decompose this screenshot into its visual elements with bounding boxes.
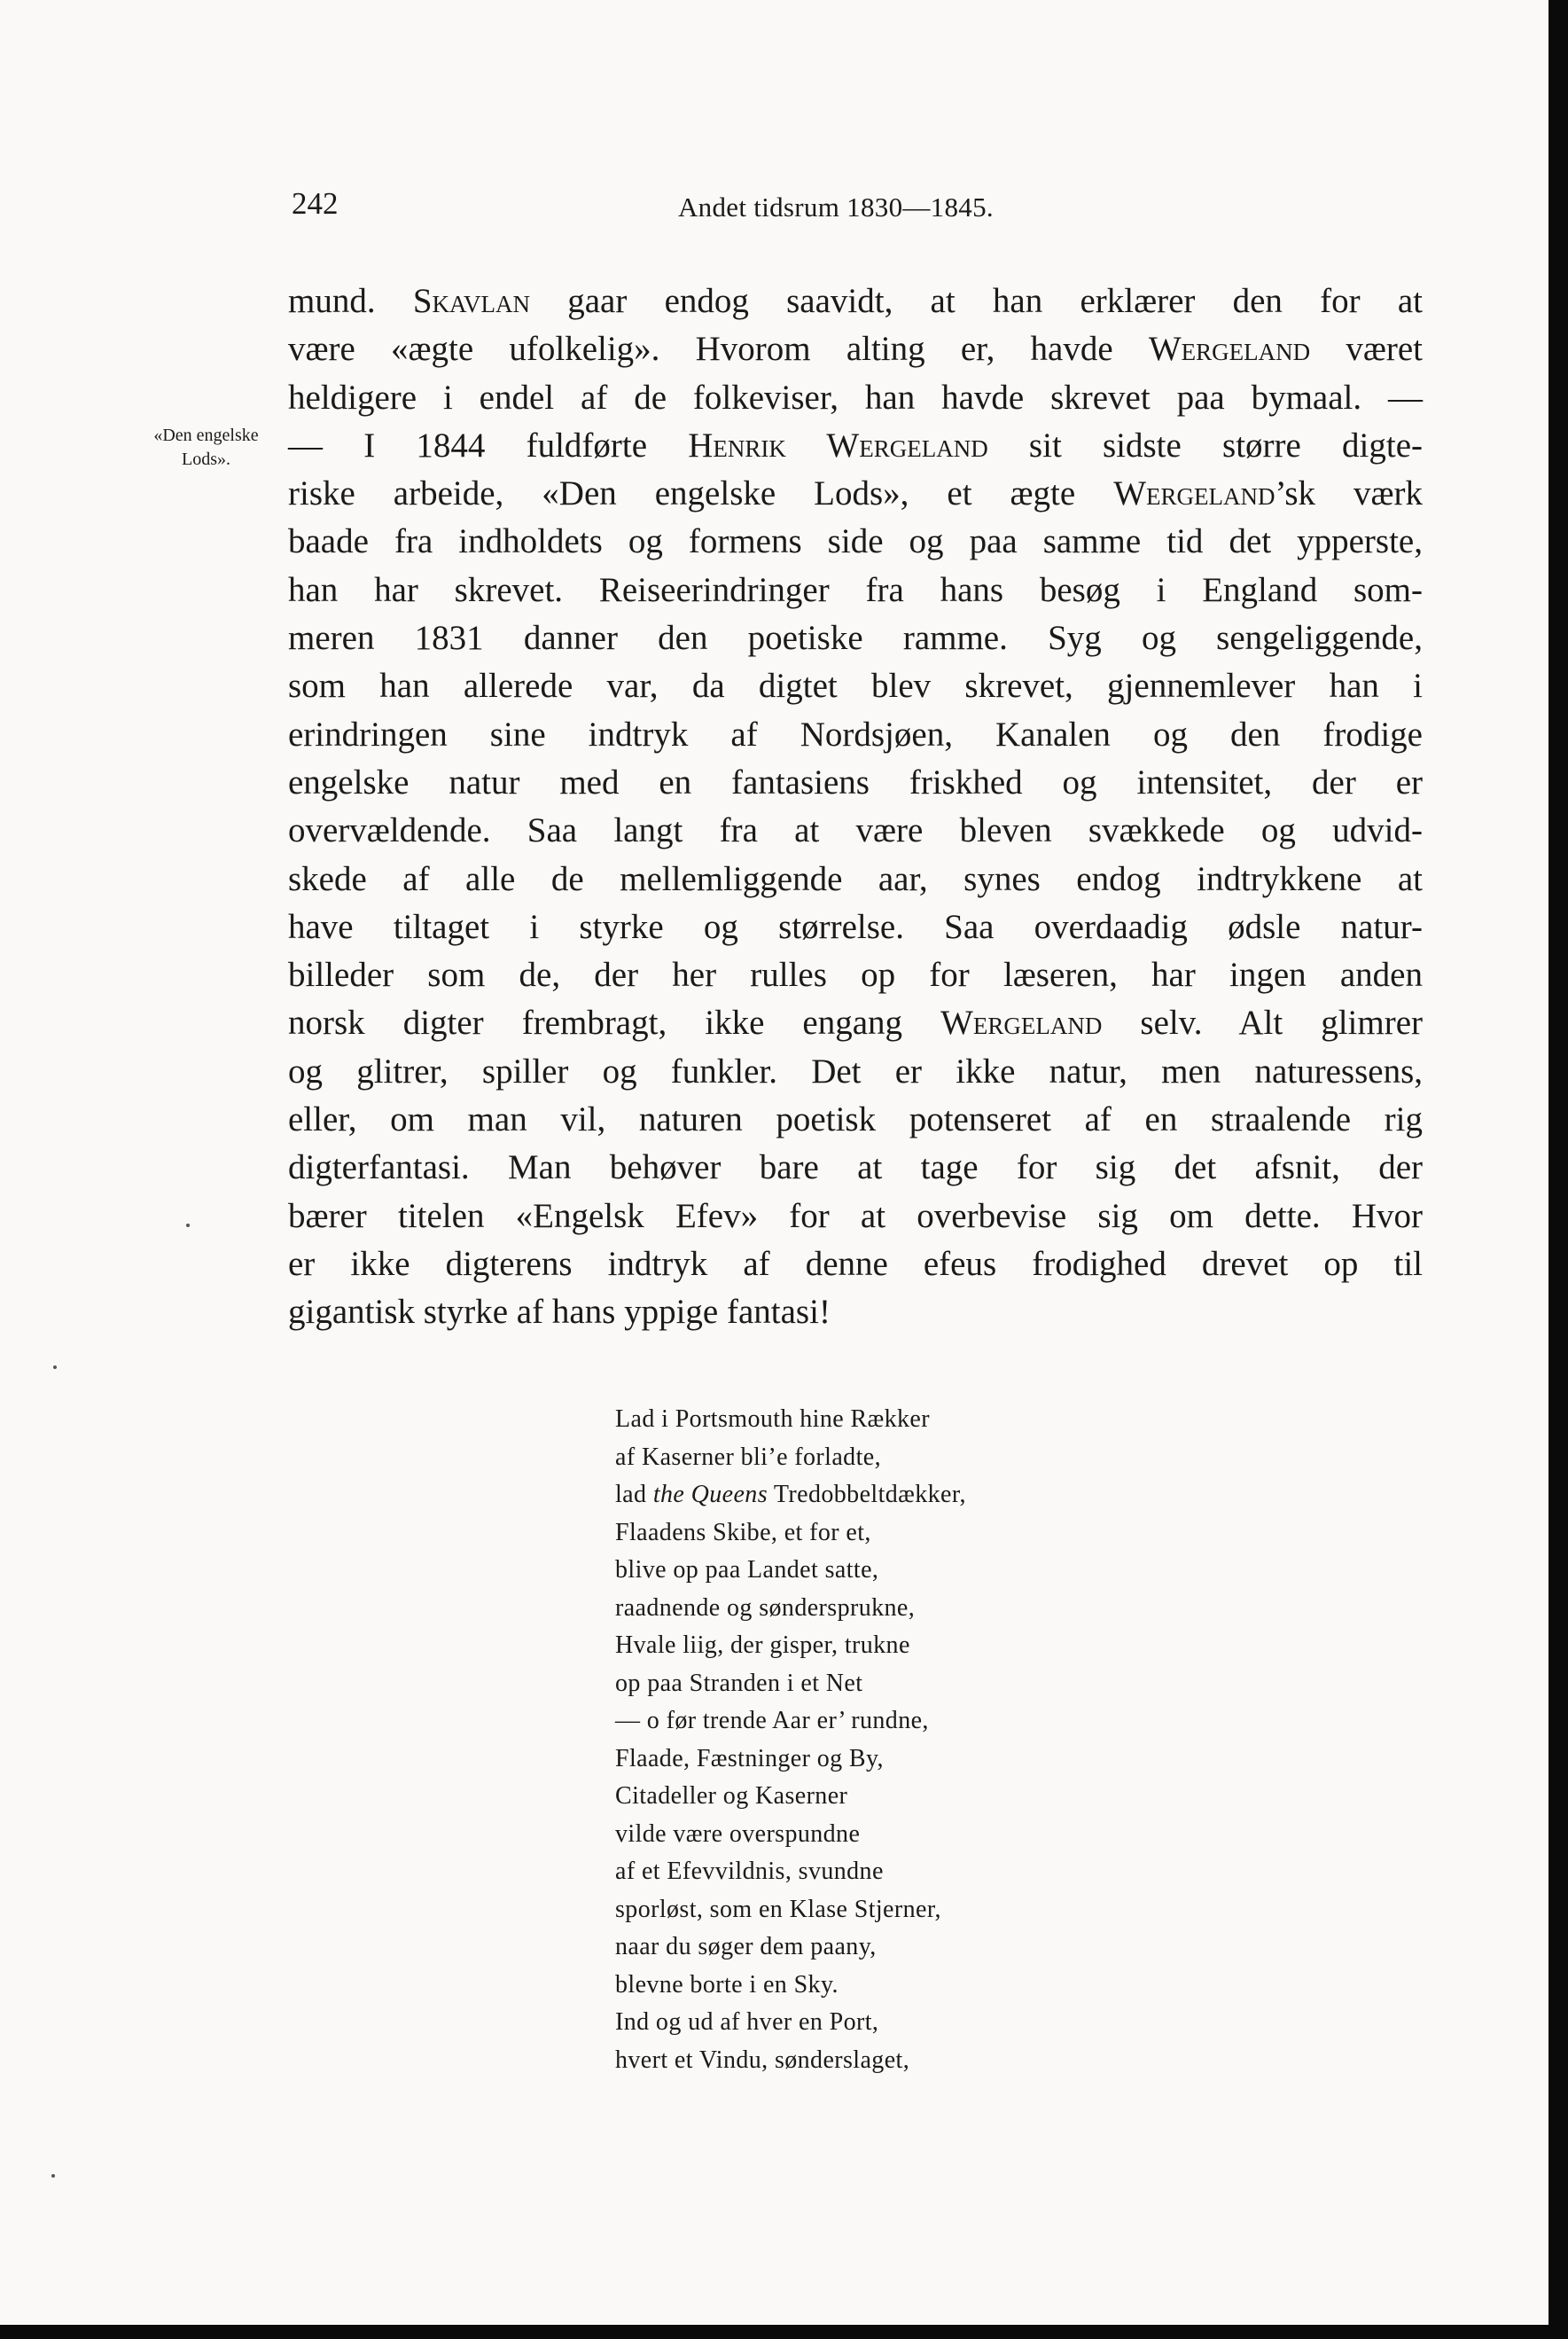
text-run: ’sk værk xyxy=(1275,474,1423,513)
poem-line xyxy=(615,2042,1112,2080)
text-run: — o før trende Aar er’ rundne, xyxy=(615,1707,929,1734)
text-run: Flaadens Skibe, et for et, xyxy=(615,1518,871,1546)
text-run: — I 1844 fuldførte xyxy=(288,426,689,465)
text-run: af Kaserner bli’e forladte, xyxy=(615,1443,881,1471)
text-run: digterfantasi. Man behøver bare at tage for sig det afsnit, der xyxy=(288,1148,1423,1187)
body-line xyxy=(288,567,1423,614)
body-line xyxy=(288,278,1423,325)
body-line xyxy=(288,999,1423,1047)
text-run: heldigere i endel af de folkeviser, han havde skrevet paa bymaal. — xyxy=(288,378,1423,417)
small-caps-name: Wergeland xyxy=(1148,330,1311,369)
small-caps-name: Henrik Wergeland xyxy=(688,426,988,465)
body-line xyxy=(288,422,1423,470)
text-run: Flaade, Fæstninger og By, xyxy=(615,1744,884,1772)
text-run: mund. xyxy=(288,282,413,320)
text-run: og glitrer, spiller og funkler. Det er ikke natur, men naturessens, xyxy=(288,1052,1423,1091)
poem-line xyxy=(615,1590,1112,1628)
text-run: erindringen sine indtryk af Nordsjøen, Kanalen og den frodige xyxy=(288,715,1423,754)
text-run: engelske natur med en fantasiens friskhed og intensitet, der er xyxy=(288,763,1423,802)
text-run: været xyxy=(1310,330,1423,369)
page-edge-right xyxy=(1548,0,1568,2339)
small-caps-name: Wergeland xyxy=(1113,474,1275,513)
poem-line xyxy=(615,1702,1112,1741)
paper-speck xyxy=(51,2174,55,2178)
body-line xyxy=(288,711,1423,759)
body-line xyxy=(288,1096,1423,1144)
text-run: blevne borte i en Sky. xyxy=(615,1970,839,1999)
text-run: lad xyxy=(615,1481,653,1508)
poem-line xyxy=(615,1967,1112,2005)
poem-line xyxy=(615,1816,1112,1854)
paper-speck xyxy=(53,1365,57,1369)
poem-line xyxy=(615,1514,1112,1553)
body-line xyxy=(288,374,1423,422)
small-caps-name: Wergeland xyxy=(940,1004,1103,1043)
text-run: blive op paa Landet satte, xyxy=(615,1556,879,1584)
body-line xyxy=(288,1048,1423,1096)
body-line xyxy=(288,856,1423,904)
poem-line xyxy=(615,1476,1112,1514)
text-run: sit sidste større digte- xyxy=(987,426,1423,465)
body-line xyxy=(288,325,1423,373)
text-run: Hvale liig, der gisper, trukne xyxy=(615,1631,910,1659)
poem-line xyxy=(615,1891,1112,1929)
poem-line xyxy=(615,1928,1112,1967)
margin-note-line: «Den engelske xyxy=(153,426,259,445)
text-run: billeder som de, der her rulles op for læseren, har ingen anden xyxy=(288,956,1423,995)
text-run: naar du søger dem paany, xyxy=(615,1933,877,1960)
body-line xyxy=(288,1144,1423,1192)
text-run: Ind og ud af hver en Port, xyxy=(615,2008,879,2036)
body-line xyxy=(288,1193,1423,1240)
text-run: Tredobbeltdækker, xyxy=(768,1481,966,1508)
text-run: selv. Alt glimrer xyxy=(1102,1004,1423,1043)
text-run: Lad i Portsmouth hine Rækker xyxy=(615,1405,930,1433)
body-text xyxy=(288,278,1423,1337)
body-line xyxy=(288,662,1423,710)
body-line xyxy=(288,807,1423,855)
poem-line xyxy=(615,1401,1112,1439)
body-line xyxy=(288,1240,1423,1288)
body-line xyxy=(288,1288,1423,1336)
poem-line xyxy=(615,1778,1112,1816)
text-run: bærer titelen «Engelsk Efev» for at overbevise sig om dette. Hvor xyxy=(288,1196,1423,1235)
text-run: baade fra indholdets og formens side og paa samme tid det ypperste, xyxy=(288,522,1423,561)
body-line xyxy=(288,759,1423,807)
margin-note xyxy=(120,424,293,472)
paper-speck xyxy=(186,1224,190,1227)
text-run: af et Efevvildnis, svundne xyxy=(615,1858,884,1885)
page-number: 242 xyxy=(292,186,339,221)
body-line xyxy=(288,470,1423,518)
text-run: eller, om man vil, naturen poetisk potenseret af en straalende rig xyxy=(288,1100,1423,1139)
body-line xyxy=(288,614,1423,662)
body-line xyxy=(288,951,1423,999)
text-run: have tiltaget i styrke og størrelse. Saa overdaadig ødsle natur- xyxy=(288,907,1423,946)
page-header xyxy=(288,186,1423,231)
text-run: op paa Stranden i et Net xyxy=(615,1669,863,1697)
italic-text: the Queens xyxy=(652,1481,768,1508)
text-run: gaar endog saavidt, at han erklærer den for at xyxy=(530,282,1423,320)
poem-line xyxy=(615,1627,1112,1665)
text-run: er ikke digterens indtryk af denne efeus frodighed drevet op til xyxy=(288,1244,1423,1283)
text-run: vilde være overspundne xyxy=(615,1819,861,1848)
text-run: han har skrevet. Reiseerindringer fra hans besøg i England som- xyxy=(288,570,1423,609)
poem-line xyxy=(615,1853,1112,1891)
text-run: meren 1831 danner den poetiske ramme. Syg og sengeliggende, xyxy=(288,619,1423,658)
text-run: hvert et Vindu, sønderslaget, xyxy=(615,2046,910,2074)
poem-line xyxy=(615,2004,1112,2042)
body-line xyxy=(288,518,1423,566)
text-run: sporløst, som en Klase Stjerner, xyxy=(615,1895,941,1923)
text-run: skede af alle de mellemliggende aar, synes endog indtrykkene at xyxy=(288,859,1423,898)
page-edge-bottom xyxy=(0,2325,1568,2339)
poem-line xyxy=(615,1665,1112,1703)
text-run: Citadeller og Kaserner xyxy=(615,1782,848,1810)
text-run: riske arbeide, «Den engelske Lods», et ægte xyxy=(288,474,1114,513)
text-run: overvældende. Saa langt fra at være bleven svækkede og udvid- xyxy=(288,811,1423,850)
poem-line xyxy=(615,1552,1112,1590)
body-line xyxy=(288,904,1423,951)
poem-line xyxy=(615,1439,1112,1477)
poem-line xyxy=(615,1741,1112,1779)
text-run: være «ægte ufolkelig». Hvorom alting er, havde xyxy=(288,330,1149,369)
running-title: Andet tidsrum 1830—1845. xyxy=(678,192,994,223)
margin-note-line: Lods». xyxy=(182,450,230,469)
text-run: norsk digter frembragt, ikke engang xyxy=(288,1004,941,1043)
text-run: gigantisk styrke af hans yppige fantasi! xyxy=(288,1293,831,1332)
poem-excerpt xyxy=(615,1401,1112,2079)
text-run: som han allerede var, da digtet blev skrevet, gjennemlever han i xyxy=(288,667,1423,706)
text-run: raadnende og sønderspruknе, xyxy=(615,1593,916,1622)
small-caps-name: Skavlan xyxy=(412,282,531,320)
